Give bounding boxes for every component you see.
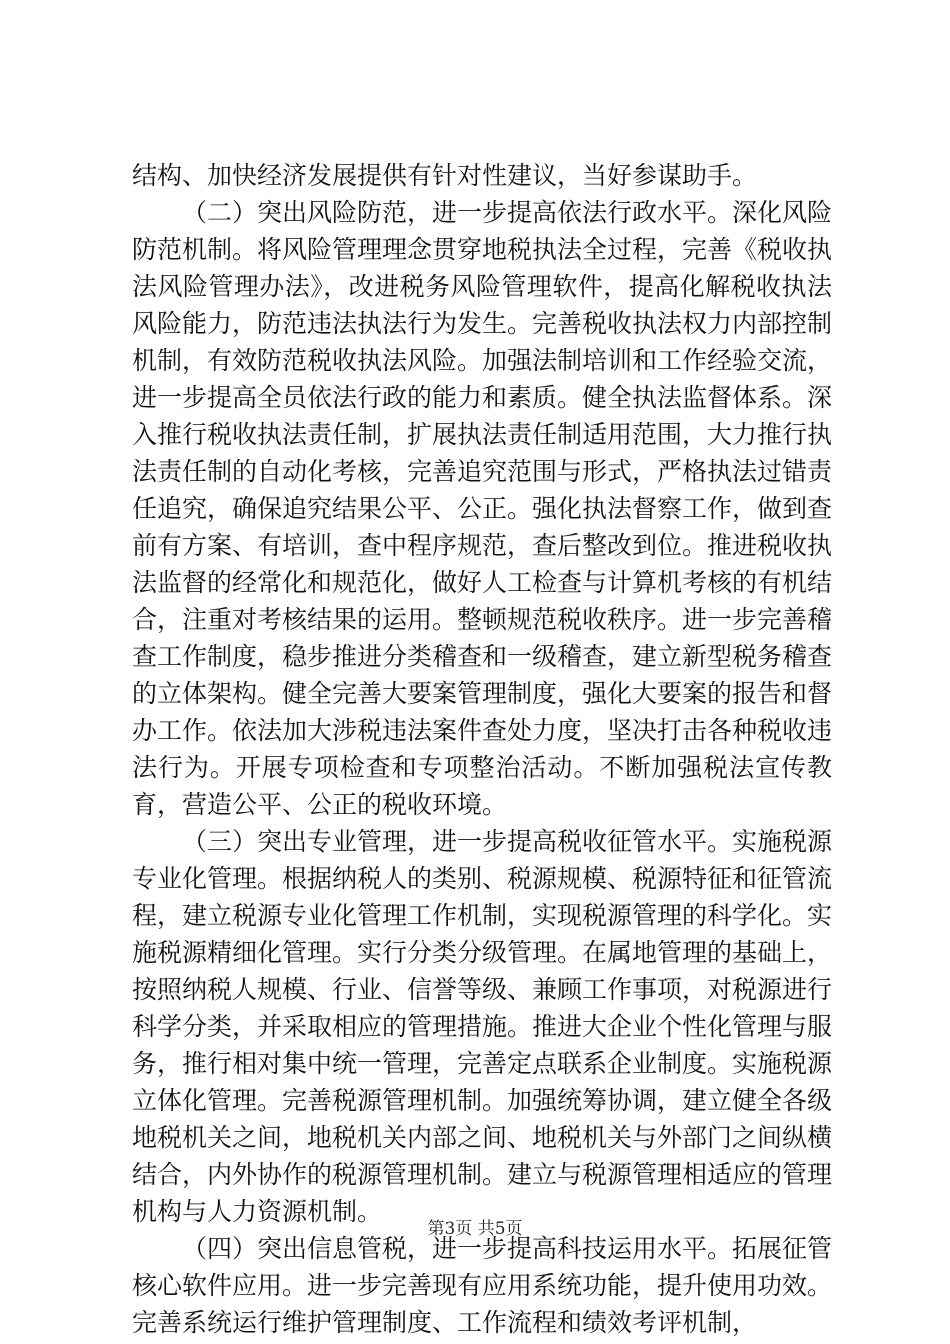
paragraph-section-3: （三）突出专业管理，进一步提高税收征管水平。实施税源专业化管理。根据纳税人的类别、税源规模、税源特征和征管流程，建立税源专业化管理工作机制，实现税源管理的科学化。实施税源精细化管理。实行分类分级管理。在属地管理的基础上，按照纳税人规模、行业、信誉等级、兼顾工作事项，对税源进行科学分类，并采取相应的管理措施。推进大企业个性化管理与服务，推行相对集中统一管理，完善定点联系企业制度。实施税源立体化管理。完善税源管理机制。加强统筹协调，建立健全各级地税机关之间，地税机关内部之间、地税机关与外部门之间纵横结合，内外协作的税源管理机制。建立与税源管理相适应的管理机构与人力资源机制。 bbox=[132, 827, 833, 1226]
paragraph-continuation: 结构、加快经济发展提供有针对性建议，当好参谋助手。 bbox=[132, 161, 758, 190]
paragraph-section-2: （二）突出风险防范，进一步提高依法行政水平。深化风险防范机制。将风险管理理念贯穿地税执法全过程，完善《税收执法风险管理办法》，改进税务风险管理软件，提高化解税收执法风险能力，防范违法执法行为发生。完善税收执法权力内部控制机制，有效防范税收执法风险。加强法制培训和工作经验交流，进一步提高全员依法行政的能力和素质。健全执法监督体系。深入推行税收执法责任制，扩展执法责任制适用范围，大力推行执法责任制的自动化考核，完善追究范围与形式，严格执法过错责任追究，确保追究结果公平、公正。强化执法督察工作，做到查前有方案、有培训，查中程序规范，查后整改到位。推进税收执法监督的经常化和规范化，做好人工检查与计算机考核的有机结合，注重对考核结果的运用。整顿规范税收秩序。进一步完善稽查工作制度，稳步推进分类稽查和一级稽查，建立新型税务稽查的立体架构。健全完善大要案管理制度，强化大要案的报告和督办工作。依法加大涉税违法案件查处力度，坚决打击各种税收违法行为。开展专项检查和专项整治活动。不断加强税法宣传教育，营造公平、公正的税收环境。 bbox=[132, 198, 833, 819]
paragraph-section-4: （四）突出信息管税，进一步提高科技运用水平。拓展征管核心软件应用。进一步完善现有应用系统功能，提升使用功效。完善系统运行维护管理制度、工作流程和绩效考评机制， bbox=[132, 1234, 833, 1337]
document-body bbox=[132, 157, 832, 1341]
page-footer: 第3页 共5页 bbox=[427, 1219, 523, 1239]
